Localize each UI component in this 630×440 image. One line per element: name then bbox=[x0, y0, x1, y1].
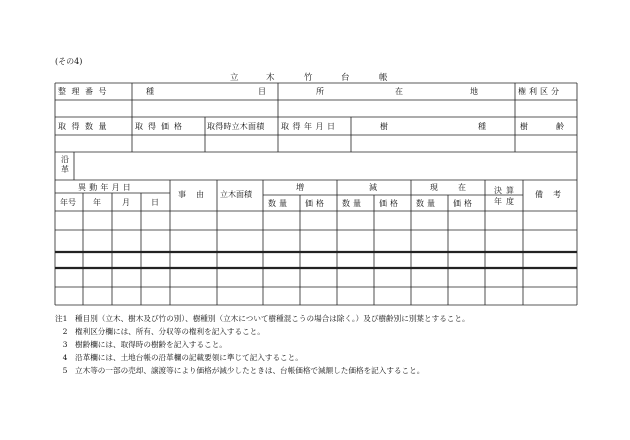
nen-label: 年 bbox=[93, 198, 101, 207]
genzai-kakaku-label: 価格 bbox=[453, 199, 475, 208]
gen-kakaku-label: 価格 bbox=[379, 199, 401, 208]
shumoku-label-2: 目 bbox=[258, 87, 266, 96]
tsuki-label: 月 bbox=[122, 198, 130, 207]
shutoku-nengappi-label: 取得年月日 bbox=[281, 122, 339, 131]
jushu-label-2: 種 bbox=[478, 122, 486, 131]
ritsuboku-menseki-label: 立木面積 bbox=[220, 190, 252, 199]
genzai-label: 現在 bbox=[430, 183, 486, 192]
kenri-kubun-label: 権利区分 bbox=[518, 87, 562, 96]
seiri-bangou-label: 整理番号 bbox=[58, 87, 112, 96]
form-label: (その4) bbox=[55, 57, 83, 66]
idou-nengappi-label: 異動年月日 bbox=[78, 183, 134, 192]
shozaichi-label-2: 在 bbox=[395, 87, 403, 96]
jurei-label: 樹齢 bbox=[520, 122, 592, 131]
note-1: 注1 種目別（立木、樹木及び竹の別）、樹種別（立木について樹種混こうの場合は除く。）及び樹齢別に別葉とすること。 bbox=[55, 314, 470, 323]
hi-label: 日 bbox=[151, 198, 159, 207]
note-3: 3 樹齢欄には、取得時の樹齢を記入すること。 bbox=[55, 340, 227, 349]
note-5: 5 立木等の一部の売却、譲渡等により価格が減少したときは、台帳価格で減額した価格を記入すること。 bbox=[55, 366, 425, 375]
title-char: 帳 bbox=[379, 73, 388, 83]
gen-suuryou-label: 数量 bbox=[342, 199, 364, 208]
shutoku-kakaku-label: 取得価格 bbox=[135, 122, 187, 131]
note-2: 2 権利区分欄には、所有、分収等の権利を記入すること。 bbox=[55, 327, 265, 336]
zou-suuryou-label: 数量 bbox=[268, 199, 290, 208]
shozaichi-label-1: 所 bbox=[316, 87, 324, 96]
jushu-label-1: 樹 bbox=[380, 122, 388, 131]
title-char: 木 bbox=[266, 73, 275, 83]
kessan-label-2: 年度 bbox=[494, 197, 518, 206]
note-4: 4 沿革欄には、土地台帳の沿革欄の記載要領に準じて記入すること。 bbox=[55, 353, 303, 362]
genzai-suuryou-label: 数量 bbox=[416, 199, 438, 208]
shozaichi-label-3: 地 bbox=[470, 87, 478, 96]
title-char: 立 bbox=[230, 73, 239, 83]
shumoku-label-1: 種 bbox=[146, 87, 154, 96]
nengou-label: 年号 bbox=[60, 198, 76, 207]
bikou-label: 備考 bbox=[535, 190, 571, 199]
gen-label: 減 bbox=[369, 183, 377, 192]
zou-label: 増 bbox=[296, 183, 304, 192]
zou-kakaku-label: 価格 bbox=[305, 199, 327, 208]
shutoku-suuryou-label: 取得数量 bbox=[58, 122, 112, 131]
kessan-label-1: 決算 bbox=[494, 186, 518, 195]
title-char: 竹 bbox=[304, 73, 313, 83]
shutokuji-menseki-label: 取得時立木面積 bbox=[207, 122, 265, 131]
enkaku-label: 沿革 bbox=[61, 155, 69, 174]
title-char: 台 bbox=[341, 73, 350, 83]
jiyuu-label: 事由 bbox=[178, 190, 214, 199]
